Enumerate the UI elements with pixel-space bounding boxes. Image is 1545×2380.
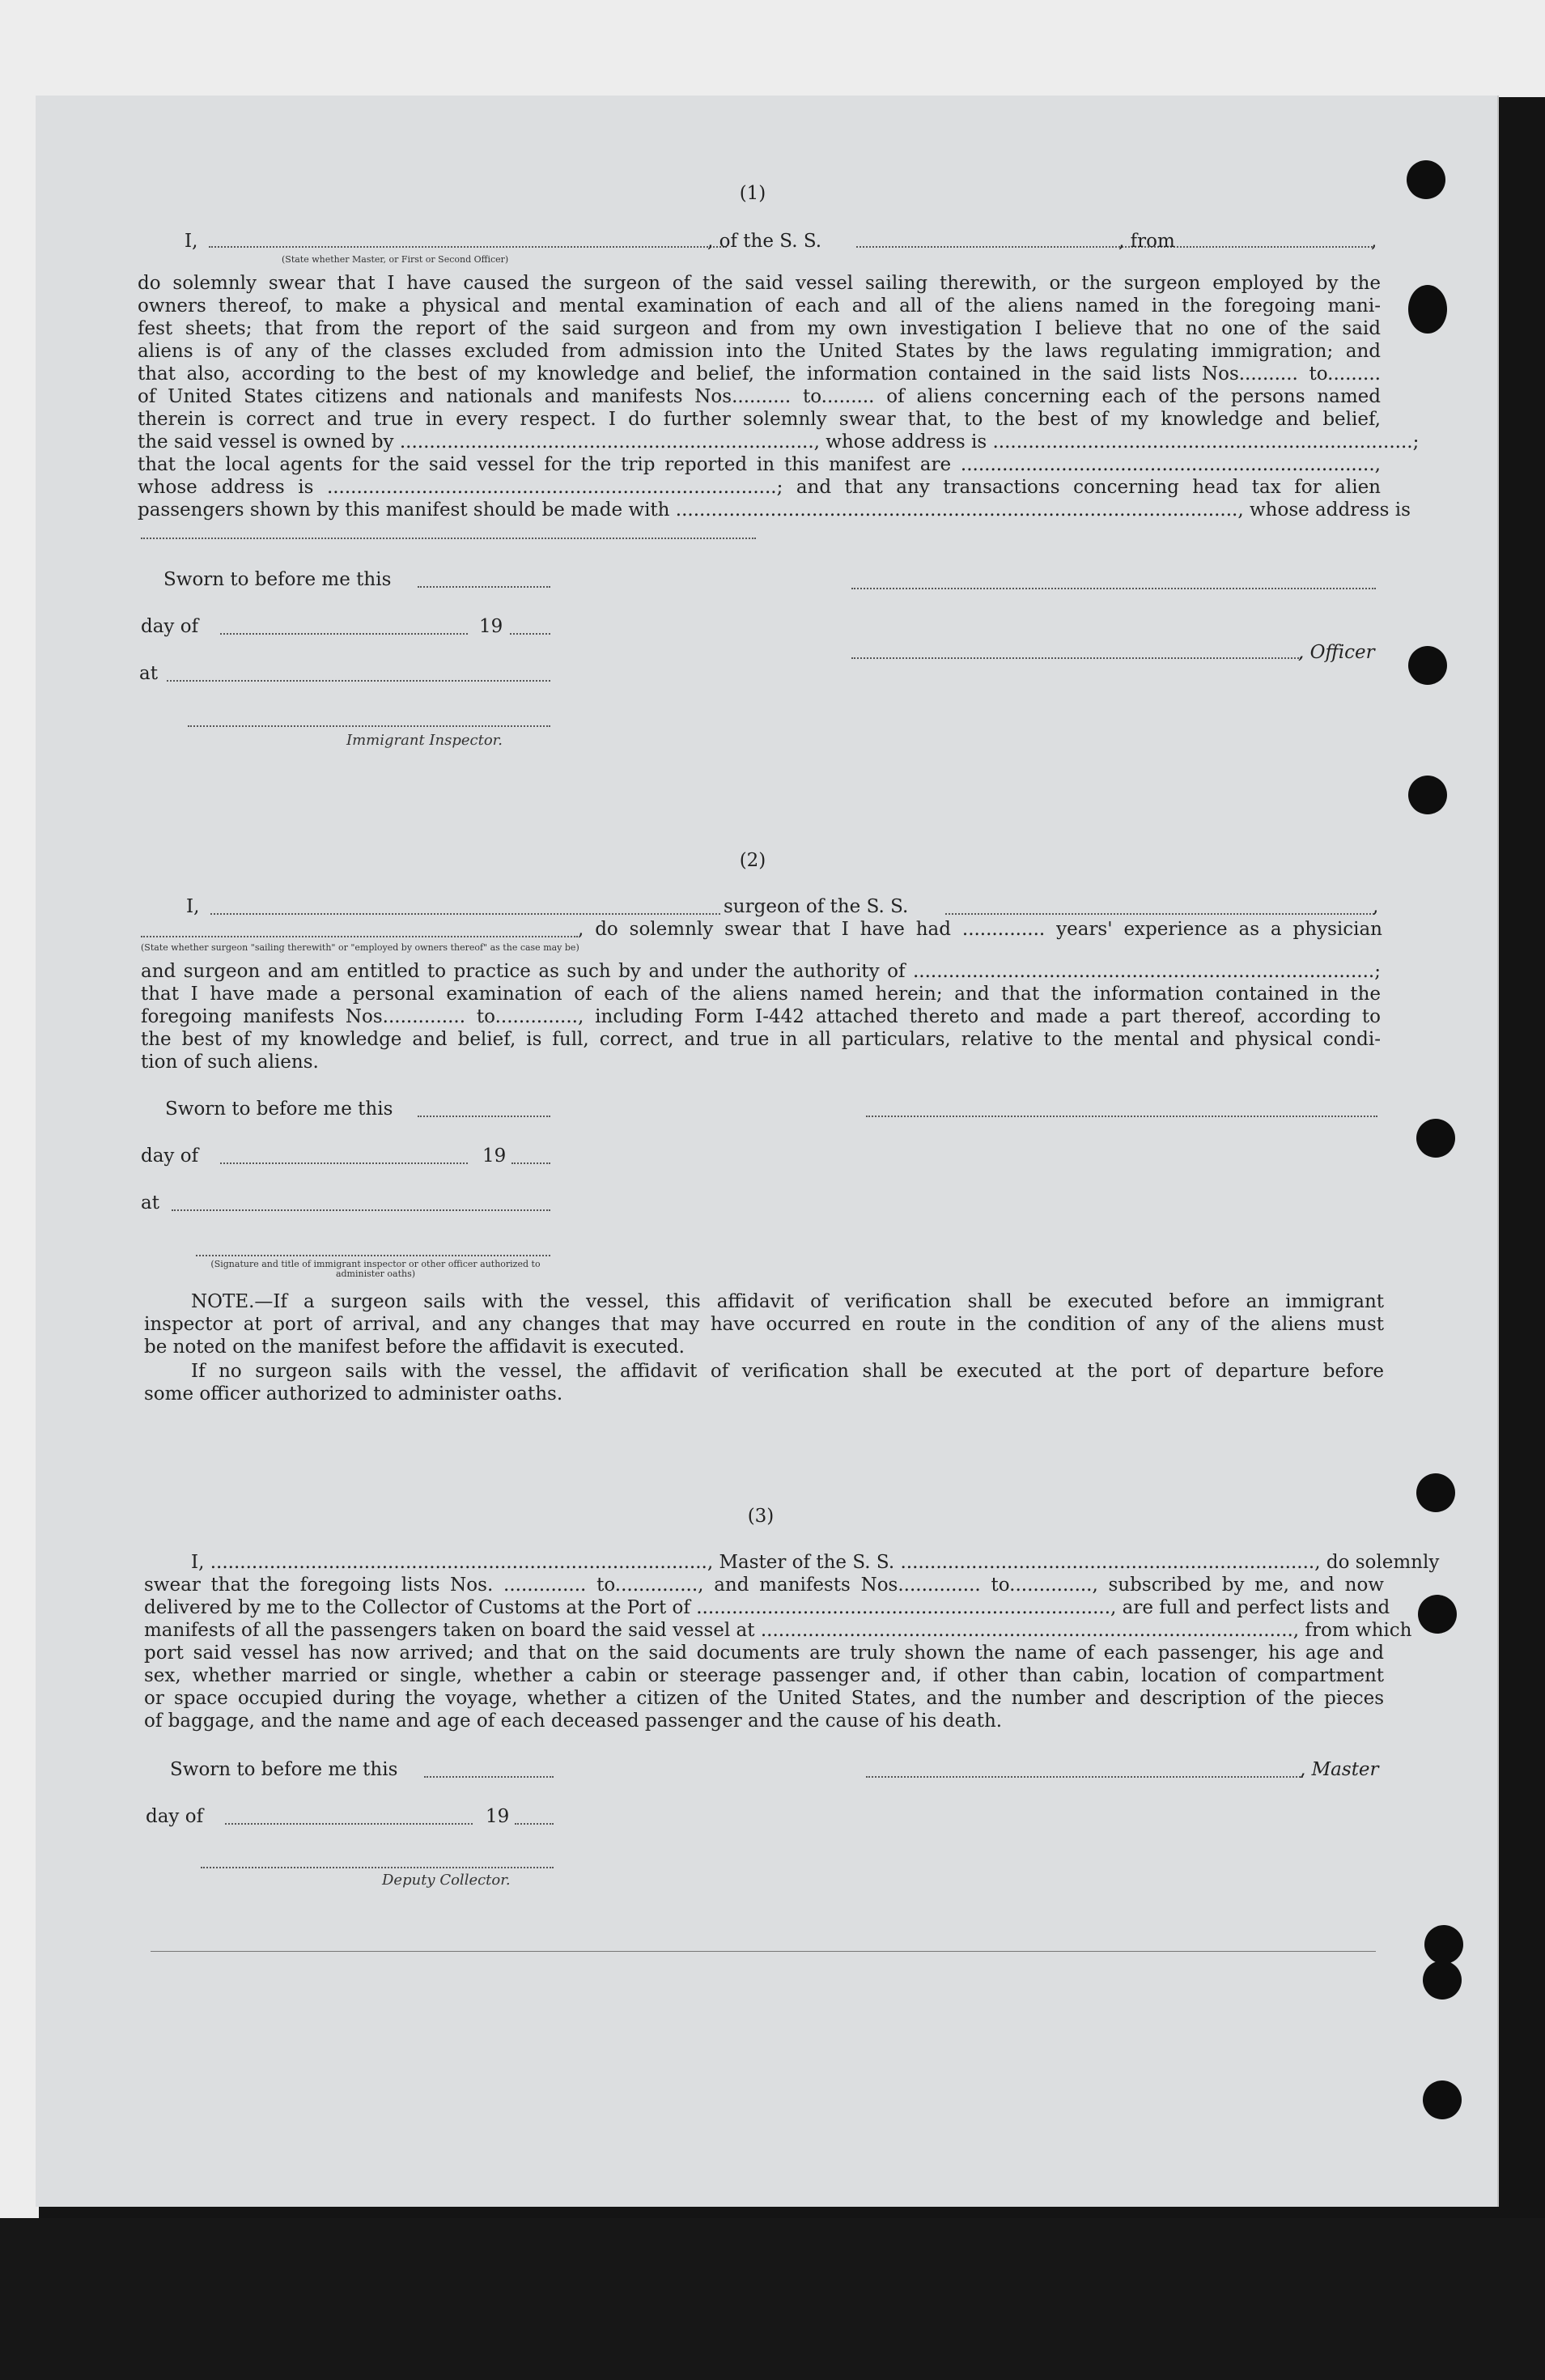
body-line: sex, whether married or single, whether a cabin or steerage passenger and, if other than cabin, location of compartment bbox=[144, 1665, 1384, 1686]
year-field[interactable] bbox=[510, 633, 550, 635]
punch-hole-icon bbox=[1408, 646, 1447, 685]
day-of-label: day of bbox=[141, 1145, 199, 1167]
punch-hole-icon bbox=[1423, 2080, 1462, 2119]
body-line: passengers shown by this manifest should be made with ..............................................................................................., whose address is bbox=[138, 499, 1411, 521]
body-line: aliens is of any of the classes excluded from admission into the United States by the laws regulating immigration; and bbox=[138, 341, 1381, 362]
sworn-date-field[interactable] bbox=[424, 1776, 554, 1778]
body-line: that the local agents for the said vessel for the trip reported in this manifest are ......................................................................, bbox=[138, 454, 1381, 475]
from-port-field[interactable] bbox=[1193, 246, 1373, 248]
punch-hole-icon bbox=[1423, 1961, 1462, 2000]
ship-label: , of the S. S. bbox=[707, 231, 822, 252]
punch-hole-icon bbox=[1416, 1473, 1455, 1512]
whose-address-field[interactable] bbox=[141, 538, 756, 539]
surgeon-ship-comma: , bbox=[1373, 896, 1379, 917]
officer-signature-field-1[interactable] bbox=[851, 588, 1376, 589]
day-of-label: day of bbox=[141, 616, 199, 637]
body-line: owners thereof, to make a physical and mental examination of each and all of the aliens named in the foregoing mani- bbox=[138, 295, 1381, 317]
from-label: , from bbox=[1118, 231, 1175, 252]
year-field[interactable] bbox=[515, 1823, 554, 1825]
year-label: 19 bbox=[482, 1145, 507, 1167]
body-line: or space occupied during the voyage, whether a citizen of the United States, and the number and description of the pieces bbox=[144, 1688, 1384, 1709]
year-label: 19 bbox=[479, 616, 503, 637]
scan-background-top bbox=[0, 0, 1545, 97]
note-line-last: be noted on the manifest before the affidavit is executed. bbox=[144, 1337, 685, 1358]
surgeon-name-field[interactable] bbox=[210, 913, 720, 915]
body-line: and surgeon and am entitled to practice as such by and under the authority of ..............................................................................; bbox=[141, 961, 1381, 982]
body-line: foregoing manifests Nos.............. to.............., including Form I-442 attached thereto and made a part thereof, according to bbox=[141, 1006, 1381, 1027]
sworn-date-field[interactable] bbox=[418, 1116, 550, 1117]
inspector-signature-field[interactable] bbox=[188, 725, 550, 727]
body-line: whose address is ............................................................................; and that any transactions concerning head tax for alien bbox=[138, 477, 1381, 498]
punch-hole-icon bbox=[1407, 160, 1445, 199]
scan-background-left bbox=[0, 0, 39, 2226]
officer-line-prefix: I, bbox=[185, 231, 198, 252]
inspector-caption: Immigrant Inspector. bbox=[346, 732, 503, 749]
officer-hint: (State whether Master, or First or Second Officer) bbox=[282, 254, 509, 265]
punch-hole-icon bbox=[1416, 1119, 1455, 1158]
sworn-label: Sworn to before me this bbox=[170, 1759, 398, 1780]
body-line: fest sheets; that from the report of the said surgeon and from my own investigation I believe that no one of the said bbox=[138, 318, 1381, 339]
body-line: manifests of all the passengers taken on board the said vessel at .........................................................................................., from which bbox=[144, 1620, 1412, 1641]
punch-hole-icon bbox=[1424, 1925, 1463, 1964]
surgeon-of-label: surgeon of the S. S. bbox=[724, 896, 909, 917]
swear-line: , do solemnly swear that I have had .............. years' experience as a physician bbox=[578, 919, 1382, 940]
note-line: inspector at port of arrival, and any changes that may have occurred en route in the condition of any of the aliens must bbox=[144, 1314, 1384, 1335]
body-line-last: of baggage, and the name and age of each deceased passenger and the cause of his death. bbox=[144, 1711, 1003, 1732]
master-caption: , Master bbox=[1300, 1759, 1379, 1780]
body-line: delivered by me to the Collector of Customs at the Port of ......................................................................, are full and perfect lists and bbox=[144, 1597, 1390, 1618]
body-line: that I have made a personal examination of each of the aliens named herein; and that the information contained in the bbox=[141, 984, 1381, 1005]
at-field[interactable] bbox=[167, 680, 550, 682]
note2-line-last: some officer authorized to administer oaths. bbox=[144, 1383, 563, 1405]
master-signature-field[interactable] bbox=[866, 1776, 1303, 1778]
sworn-label: Sworn to before me this bbox=[163, 569, 392, 590]
inspector-signature-field[interactable] bbox=[196, 1255, 550, 1256]
scan-background-bottom bbox=[0, 2218, 1545, 2380]
body-line: I, ...................................................................................., Master of the S. S. ......................................................................, do solemnly bbox=[191, 1552, 1440, 1573]
line-end: , bbox=[1371, 231, 1377, 252]
at-label: at bbox=[141, 1192, 159, 1213]
at-field[interactable] bbox=[172, 1209, 550, 1211]
surgeon-hint: (State whether surgeon "sailing therewith" or "employed by owners thereof" as the case may be) bbox=[141, 942, 579, 953]
body-line: that also, according to the best of my knowledge and belief, the information contained in the said lists Nos.......... to......... bbox=[138, 363, 1381, 385]
year-label: 19 bbox=[486, 1806, 510, 1827]
punch-hole-icon bbox=[1408, 285, 1447, 334]
collector-caption: Deputy Collector. bbox=[382, 1872, 511, 1889]
sworn-label: Sworn to before me this bbox=[165, 1099, 393, 1120]
note-line: NOTE.—If a surgeon sails with the vessel, this affidavit of verification shall be executed before an immigrant bbox=[191, 1291, 1384, 1312]
surgeon-signature-field[interactable] bbox=[866, 1116, 1377, 1117]
section-number: (2) bbox=[739, 850, 766, 871]
officer-caption: , Officer bbox=[1298, 642, 1375, 663]
section-number: (3) bbox=[747, 1506, 775, 1527]
officer-name-field[interactable] bbox=[209, 246, 727, 248]
surgeon-ship-field[interactable] bbox=[945, 913, 1374, 915]
signature-hint: (Signature and title of immigrant inspector or other officer authorized to administer oaths) bbox=[210, 1259, 541, 1279]
officer-signature-field-2[interactable] bbox=[851, 657, 1301, 659]
body-line: the said vessel is owned by ......................................................................, whose address is .......................................................................; bbox=[138, 431, 1420, 453]
at-label: at bbox=[139, 663, 158, 684]
surgeon-status-field[interactable] bbox=[141, 936, 578, 937]
day-of-label: day of bbox=[146, 1806, 204, 1827]
day-of-field[interactable] bbox=[225, 1823, 473, 1825]
sworn-date-field[interactable] bbox=[418, 586, 550, 588]
note2-line: If no surgeon sails with the vessel, the affidavit of verification shall be executed at the port of departure before bbox=[191, 1361, 1384, 1382]
officer-line bbox=[185, 230, 1379, 254]
punch-hole-icon bbox=[1408, 776, 1447, 814]
body-line-last: tion of such aliens. bbox=[141, 1052, 319, 1073]
day-of-field[interactable] bbox=[220, 1162, 468, 1164]
year-field[interactable] bbox=[511, 1162, 550, 1164]
punch-hole-icon bbox=[1418, 1595, 1457, 1634]
body-line: port said vessel has now arrived; and that on the said documents are truly shown the name of each passenger, his age and bbox=[144, 1643, 1384, 1664]
bottom-divider bbox=[151, 1951, 1376, 1952]
body-line: swear that the foregoing lists Nos. .............. to.............., and manifests Nos.............. to.............., subscribed by me, and now bbox=[144, 1575, 1384, 1596]
collector-signature-field[interactable] bbox=[201, 1867, 554, 1868]
day-of-field[interactable] bbox=[220, 633, 468, 635]
surgeon-prefix: I, bbox=[186, 896, 200, 917]
body-line: therein is correct and true in every respect. I do further solemnly swear that, to the best of my knowledge and belief, bbox=[138, 409, 1381, 430]
body-line: of United States citizens and nationals and manifests Nos.......... to......... of aliens concerning each of the persons named bbox=[138, 386, 1381, 407]
body-line: the best of my knowledge and belief, is full, correct, and true in all particulars, relative to the mental and physical condi- bbox=[141, 1029, 1381, 1050]
body-line: do solemnly swear that I have caused the surgeon of the said vessel sailing therewith, or the surgeon employed by the bbox=[138, 273, 1381, 294]
section-number: (1) bbox=[739, 183, 766, 204]
